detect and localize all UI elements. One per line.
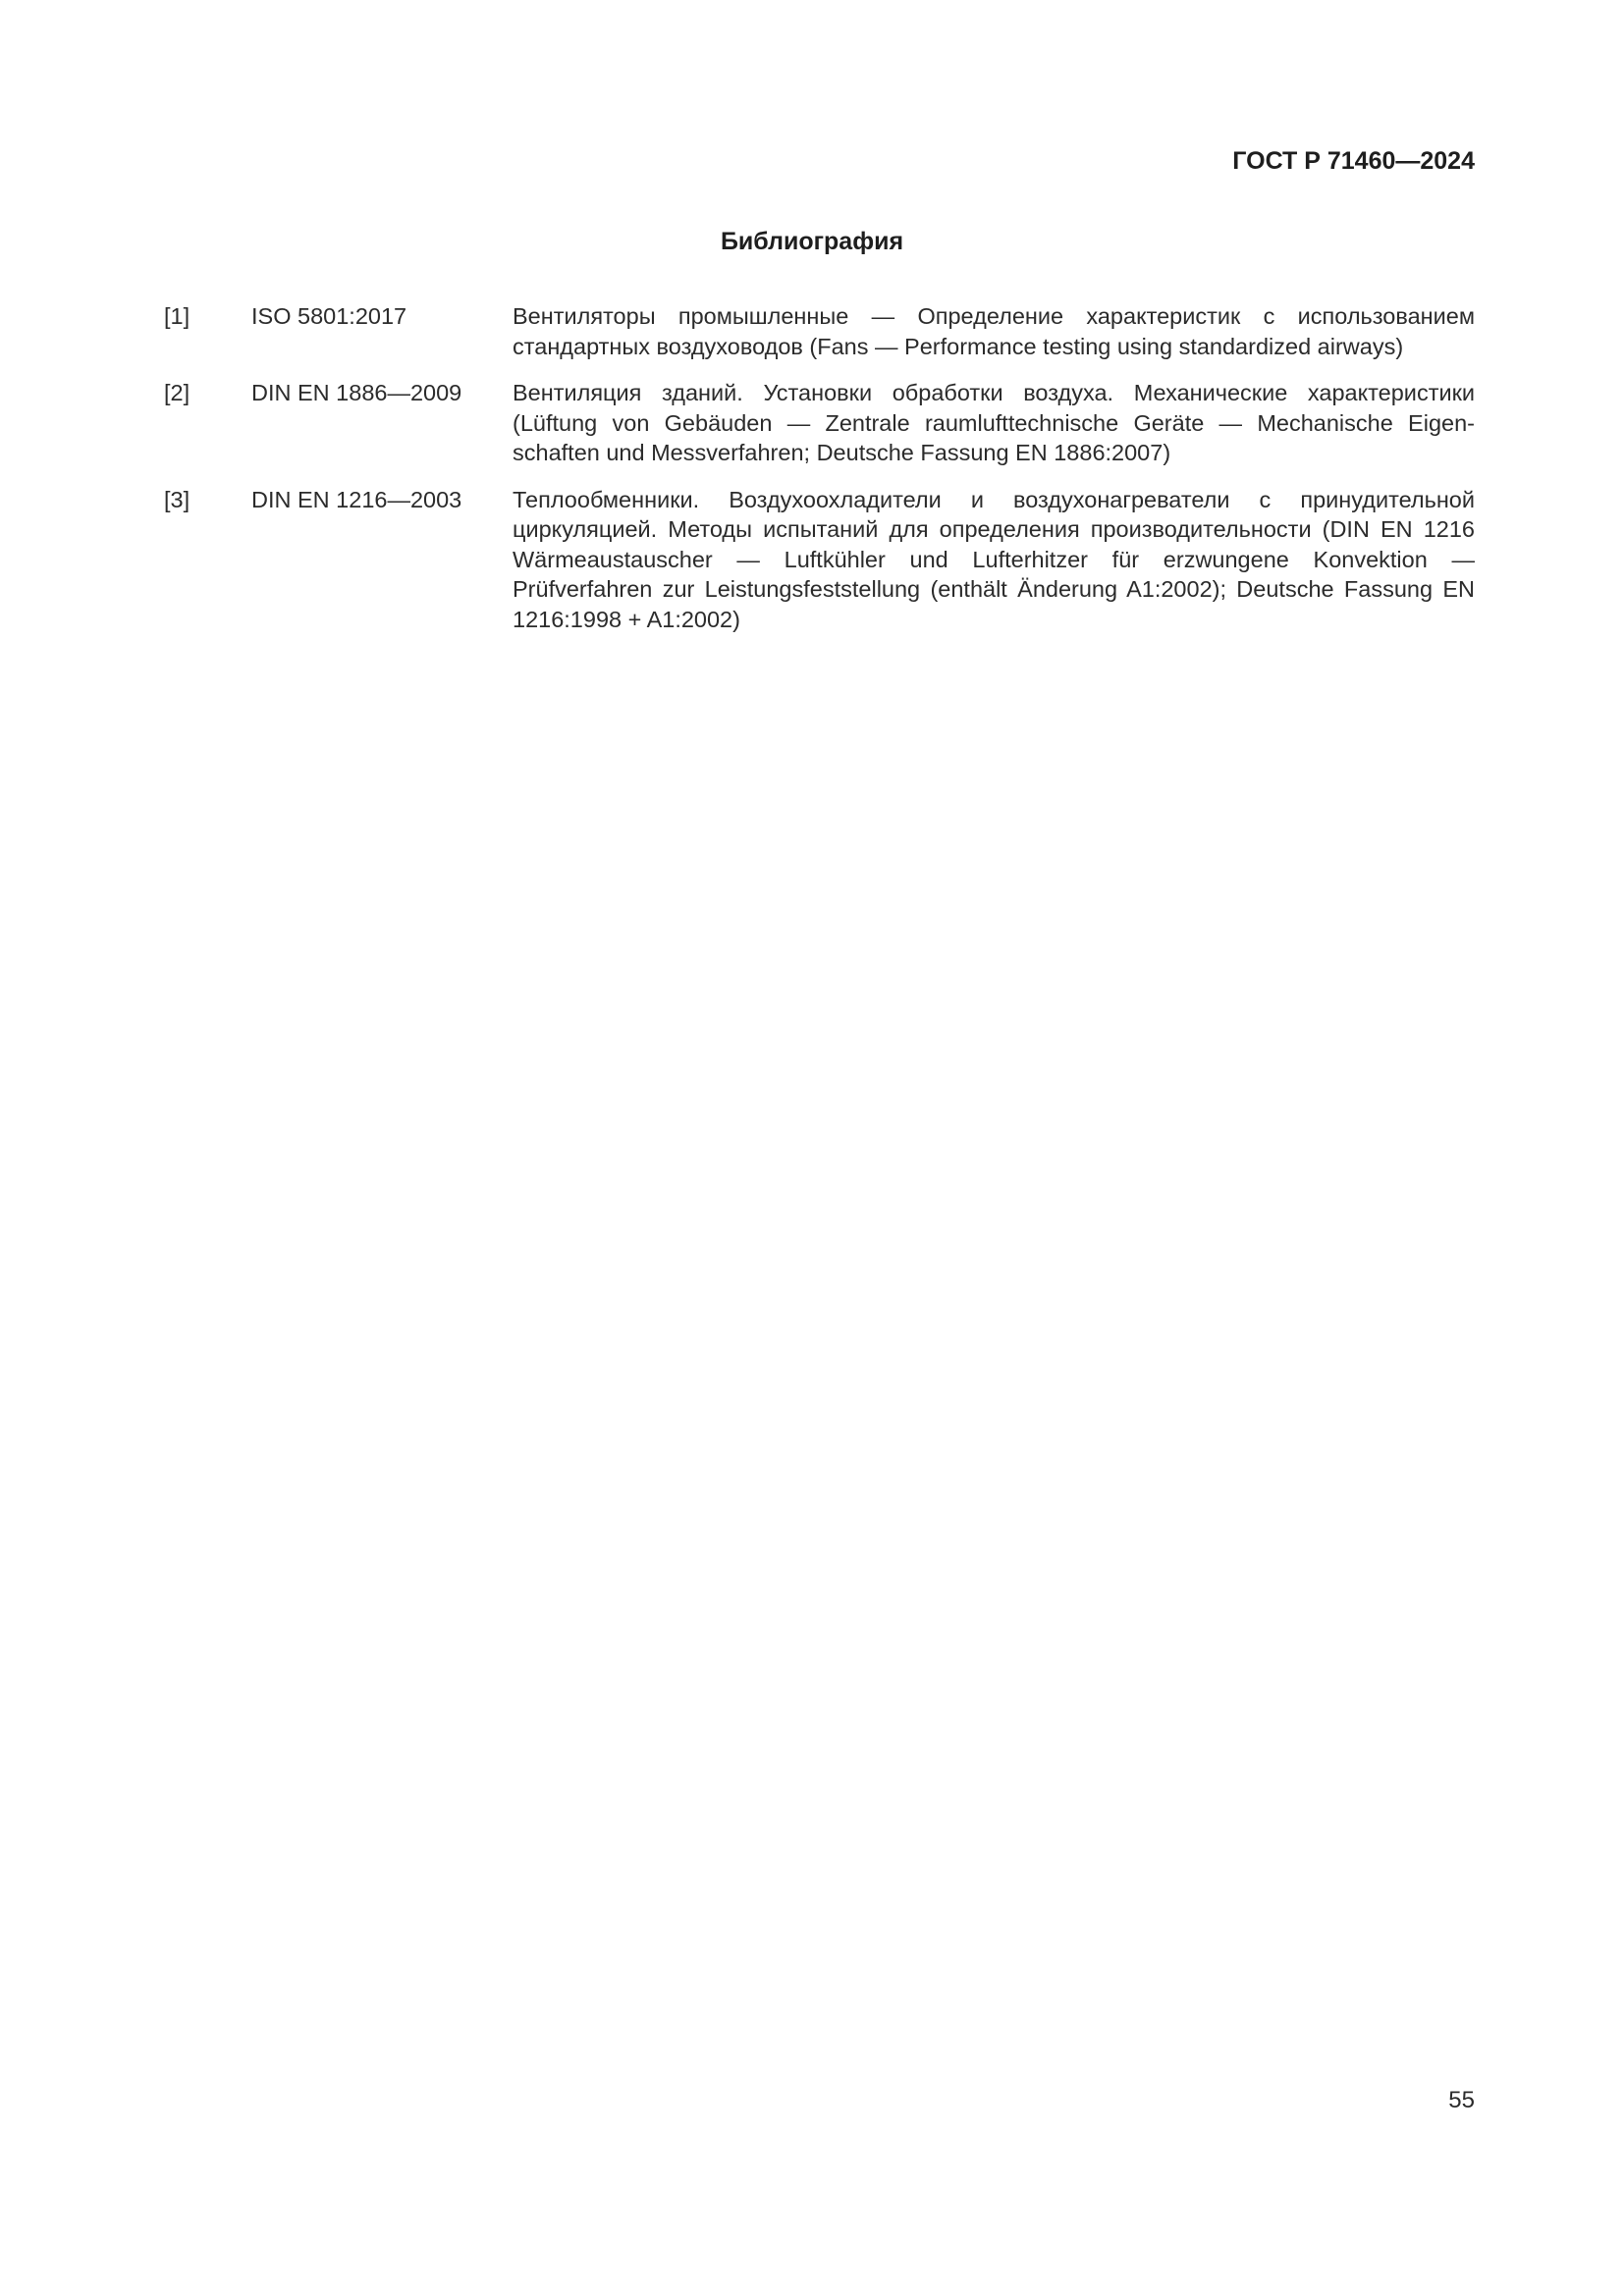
entry-standard-code: ISO 5801:2017 — [251, 303, 407, 329]
page-number: 55 — [1448, 2087, 1475, 2113]
entry-number: [3] — [164, 486, 190, 512]
bibliography-entry — [164, 485, 1475, 635]
entry-description: Вентиляторы промышленные — Определение характеристик с использованием стандартных воздуховодов (Fans — Performance testing using standardized airways) — [513, 303, 1475, 359]
document-code: ГОСТ Р 71460—2024 — [1232, 147, 1475, 175]
bibliography-list — [164, 301, 1475, 651]
entry-description: Вентиляция зданий. Установки обработки воздуха. Механические характеристики (Lüftung von Gebäuden — Zentrale raumlufttechnische Geräte — Mechanische Eigenschaften und Messverfahren; Deutsche Fassung EN 1886:2007) — [513, 380, 1475, 465]
bibliography-entry — [164, 378, 1475, 468]
entry-description: Теплообменники. Воздухоохладители и воздухонагреватели с принудительной циркуляцией. Методы испытаний для определения производительности (DIN EN 1216 Wärmeaustauscher — Luftkühler und Lufterhitzer für erzwungene Konvektion — Prüfverfahren zur Leistungsfeststellung (enthält Änderung A1:2002); Deutsche Fassung EN 1216:1998 + A1:2002) — [513, 486, 1475, 632]
entry-number: [1] — [164, 303, 190, 329]
section-title: Библиография — [720, 228, 904, 255]
entry-standard-code: DIN EN 1216—2003 — [251, 486, 462, 512]
bibliography-entry — [164, 301, 1475, 361]
entry-number: [2] — [164, 380, 190, 405]
entry-standard-code: DIN EN 1886—2009 — [251, 380, 462, 405]
